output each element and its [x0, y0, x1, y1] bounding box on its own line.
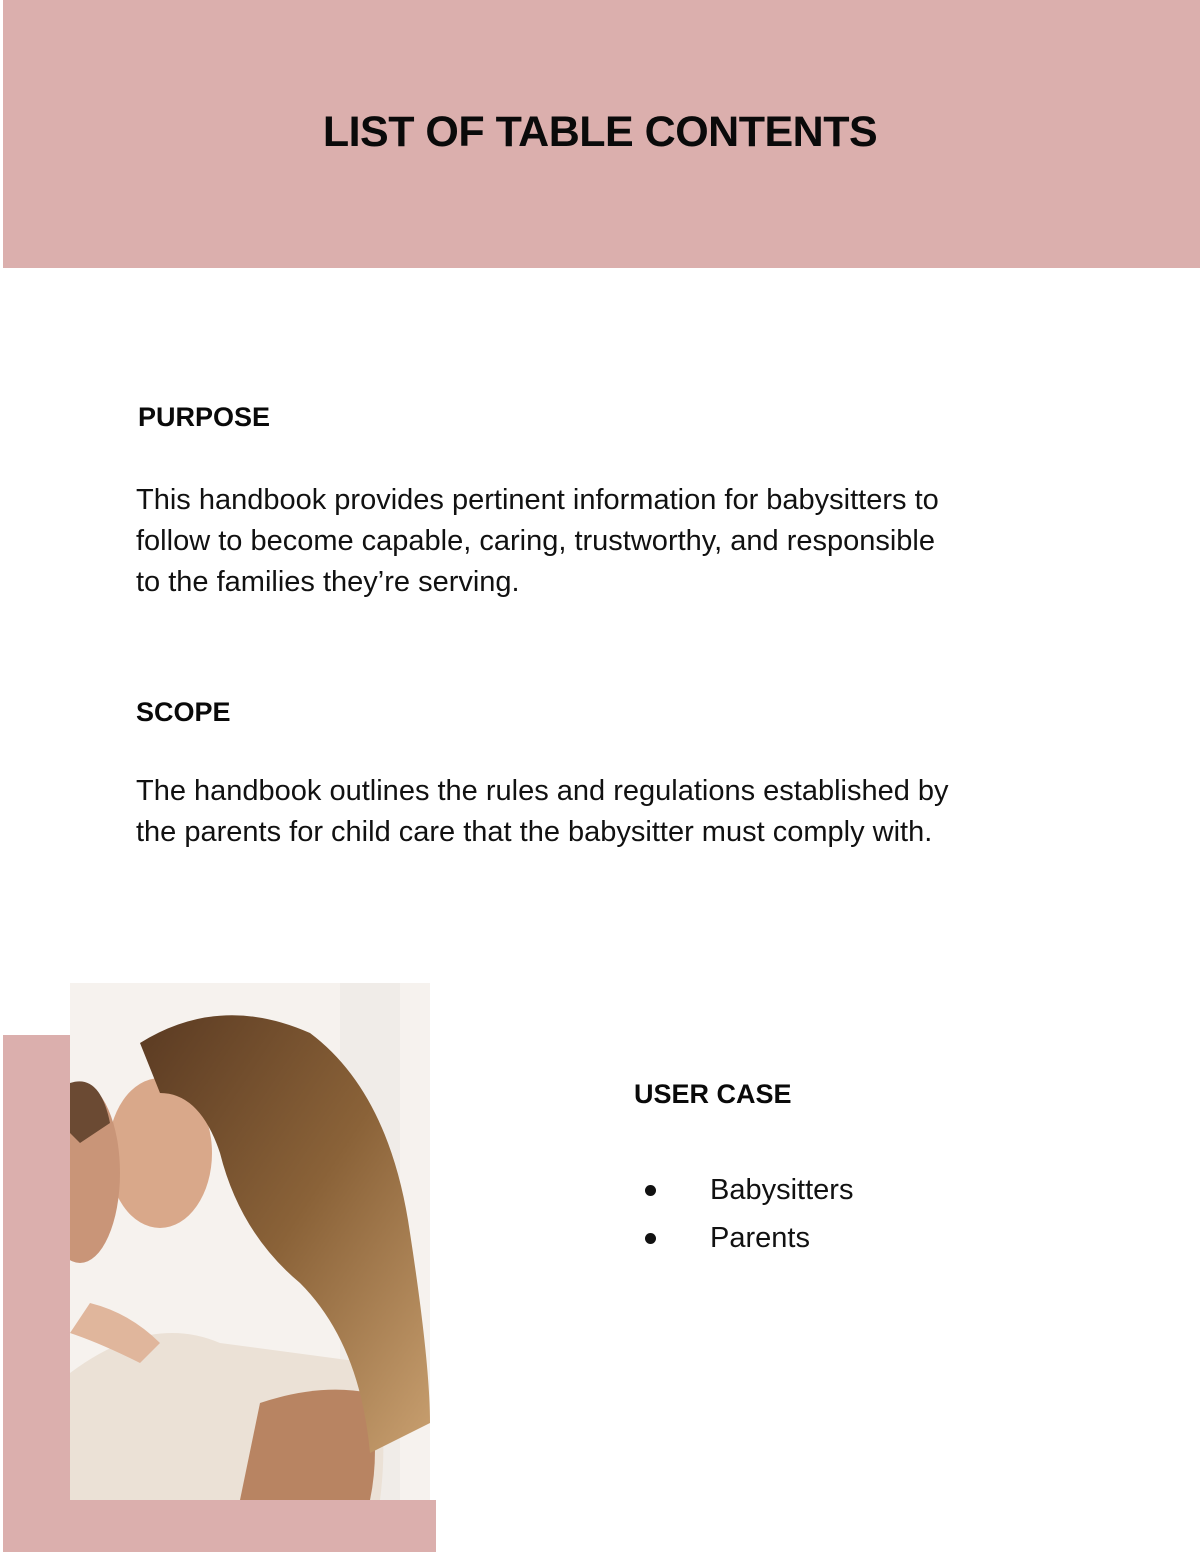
purpose-heading: PURPOSE: [138, 402, 271, 432]
bullet-icon: [645, 1185, 656, 1196]
purpose-line: This handbook provides pertinent information for babysitters to: [136, 484, 939, 516]
scope-heading: SCOPE: [136, 697, 231, 727]
list-item: [640, 1214, 853, 1262]
scope-line: the parents for child care that the babysitter must comply with.: [136, 816, 933, 848]
purpose-line: to the families they’re serving.: [136, 566, 520, 598]
list-item-label: Parents: [710, 1221, 810, 1254]
bullet-icon: [645, 1233, 656, 1244]
list-item-label: Babysitters: [710, 1173, 854, 1206]
user-case-heading: USER CASE: [634, 1079, 792, 1109]
purpose-line: follow to become capable, caring, trustworthy, and responsible: [136, 525, 936, 557]
user-case-list: [640, 1166, 853, 1262]
page-title: LIST OF TABLE CONTENTS: [322, 108, 878, 156]
purpose-text: [136, 480, 939, 603]
scope-line: The handbook outlines the rules and regulations established by: [136, 775, 949, 807]
list-item: [640, 1166, 853, 1214]
mother-baby-photo: [70, 983, 515, 1500]
scope-text: [136, 771, 949, 853]
